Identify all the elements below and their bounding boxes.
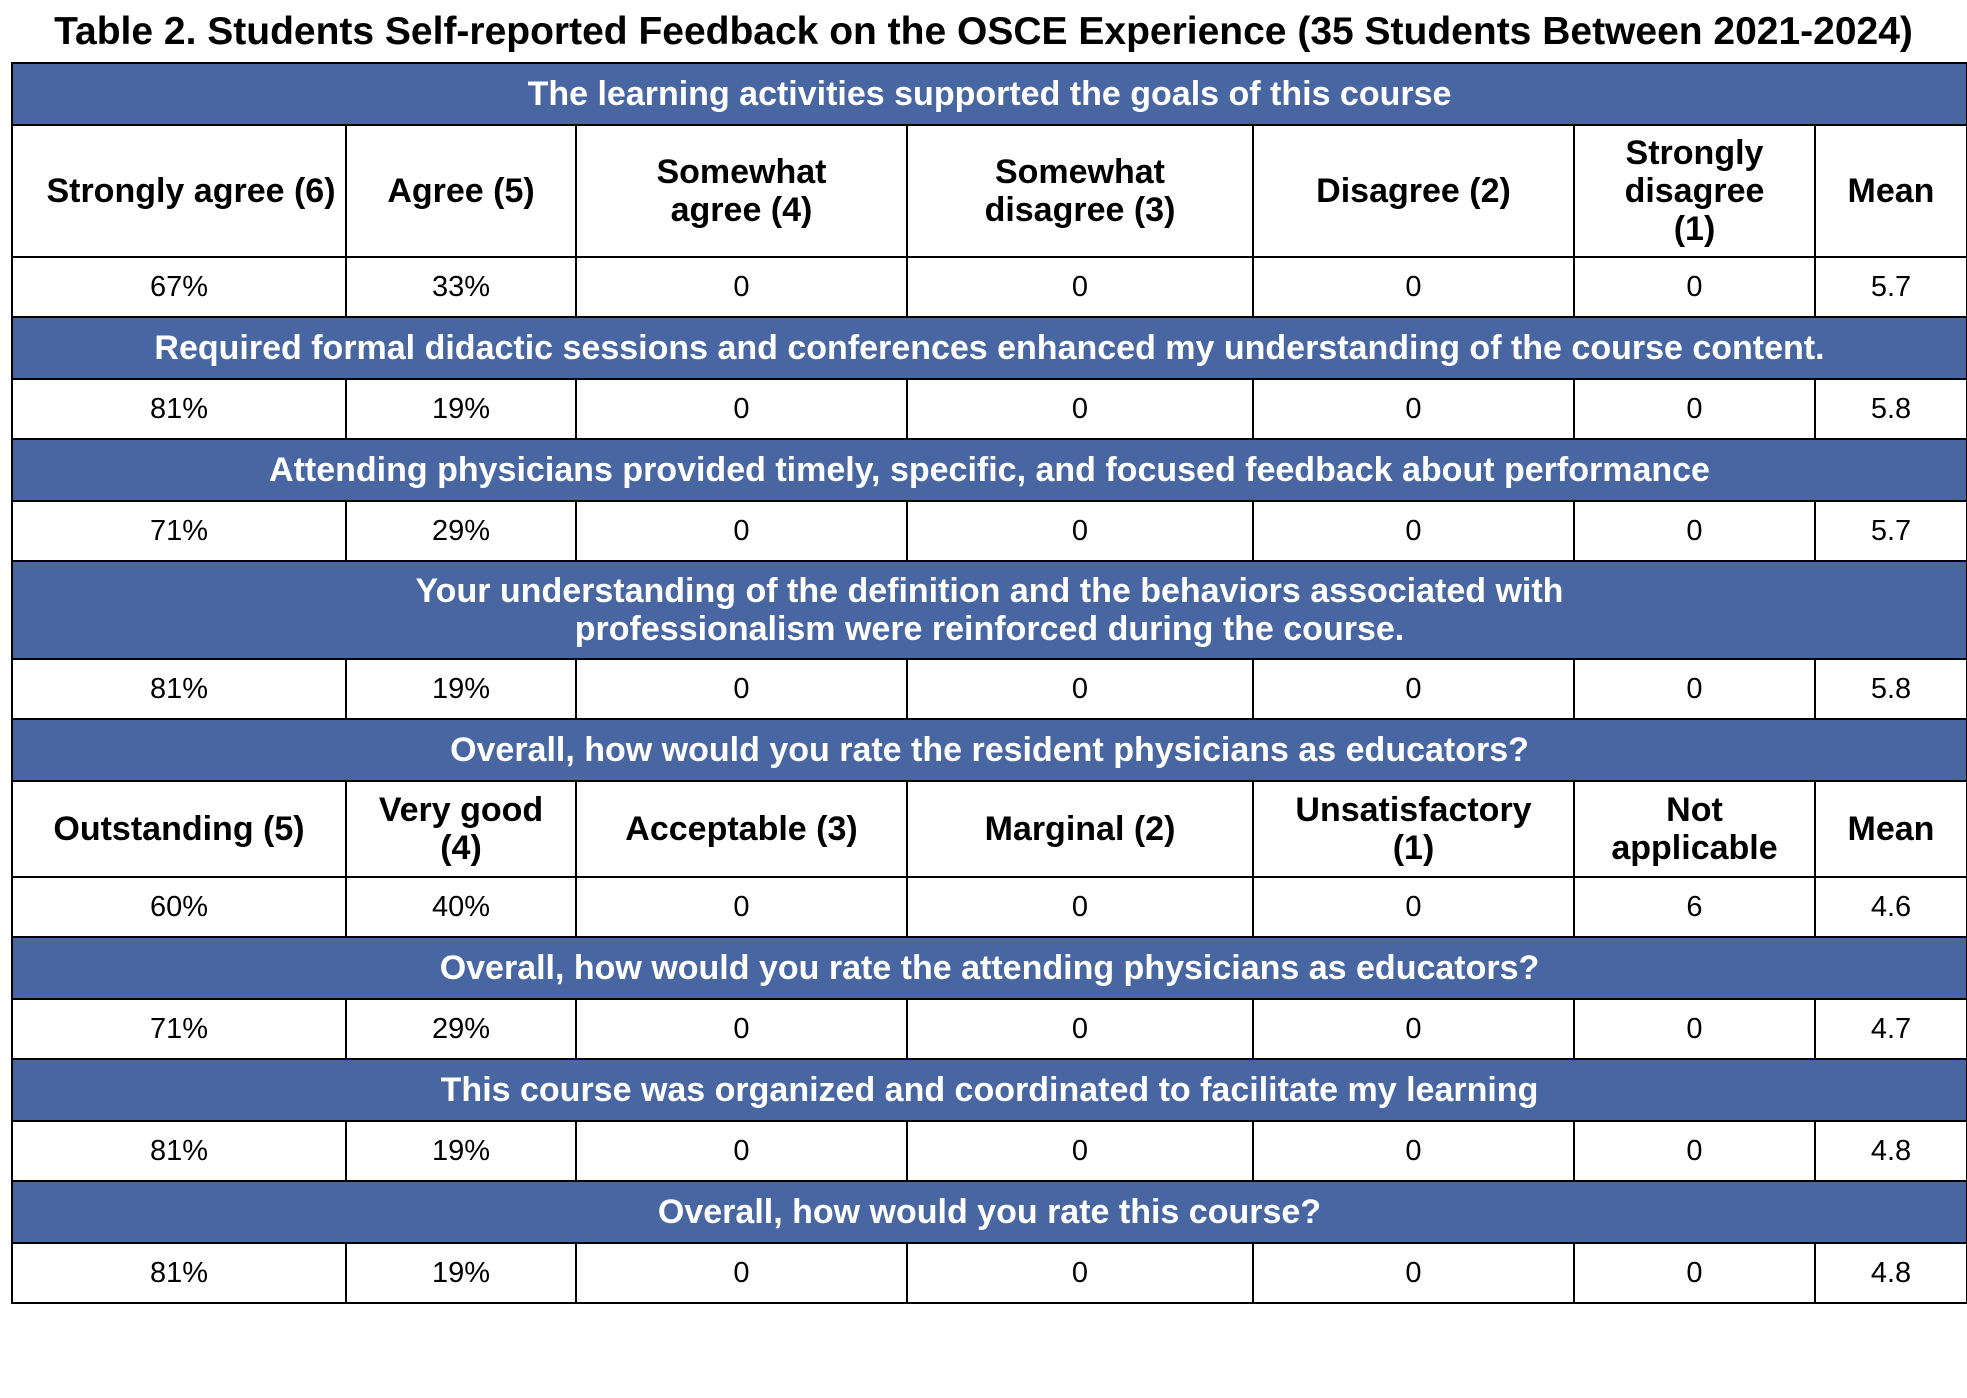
question-row (12, 1181, 1967, 1243)
value-cell: 0 (1253, 999, 1574, 1059)
question-text: This course was organized and coordinated to facilitate my learning (12, 1059, 1967, 1121)
value-cell: 19% (346, 379, 576, 439)
column-header: Strongly agree (6) (12, 125, 346, 257)
value-row (12, 257, 1967, 317)
column-header: Not applicable (1574, 781, 1815, 877)
column-header: Somewhat disagree (3) (907, 125, 1253, 257)
value-cell: 81% (12, 379, 346, 439)
value-cell: 19% (346, 1243, 576, 1303)
value-cell: 0 (576, 1243, 907, 1303)
column-header: Mean (1815, 125, 1967, 257)
value-cell: 0 (1253, 379, 1574, 439)
value-cell: 0 (907, 1121, 1253, 1181)
value-cell: 0 (1253, 877, 1574, 937)
scale-header-row (12, 781, 1967, 877)
value-cell: 5.7 (1815, 257, 1967, 317)
value-cell: 29% (346, 999, 576, 1059)
value-cell: 5.8 (1815, 659, 1967, 719)
feedback-table (11, 62, 1967, 1304)
column-header: Marginal (2) (907, 781, 1253, 877)
value-row (12, 999, 1967, 1059)
value-cell: 0 (1574, 501, 1815, 561)
value-cell: 40% (346, 877, 576, 937)
value-cell: 0 (1253, 501, 1574, 561)
value-cell: 0 (576, 1121, 907, 1181)
question-row (12, 317, 1967, 379)
column-header: Disagree (2) (1253, 125, 1574, 257)
value-cell: 0 (1574, 257, 1815, 317)
question-text: Your understanding of the definition and the behaviors associated with professionalism were reinforced during the course. (12, 561, 1967, 659)
value-cell: 0 (1574, 659, 1815, 719)
value-cell: 0 (1253, 659, 1574, 719)
question-row (12, 937, 1967, 999)
column-header: Acceptable (3) (576, 781, 907, 877)
value-row (12, 379, 1967, 439)
value-cell: 81% (12, 659, 346, 719)
value-cell: 0 (1574, 1243, 1815, 1303)
question-row (12, 63, 1967, 125)
table-title: Table 2. Students Self-reported Feedback on the OSCE Experience (35 Students Between 2021-2024) (54, 10, 1913, 53)
value-row (12, 501, 1967, 561)
value-cell: 0 (907, 659, 1253, 719)
question-row (12, 439, 1967, 501)
question-row (12, 719, 1967, 781)
value-cell: 0 (1253, 257, 1574, 317)
value-cell: 71% (12, 501, 346, 561)
column-header: Unsatisfactory (1) (1253, 781, 1574, 877)
value-cell: 0 (576, 999, 907, 1059)
question-text: Attending physicians provided timely, specific, and focused feedback about performance (12, 439, 1967, 501)
column-header: Outstanding (5) (12, 781, 346, 877)
value-cell: 0 (1574, 999, 1815, 1059)
column-header: Strongly disagree (1) (1574, 125, 1815, 257)
question-row (12, 1059, 1967, 1121)
value-cell: 0 (576, 379, 907, 439)
column-header: Somewhat agree (4) (576, 125, 907, 257)
value-cell: 60% (12, 877, 346, 937)
value-cell: 81% (12, 1243, 346, 1303)
value-cell: 33% (346, 257, 576, 317)
value-cell: 0 (907, 877, 1253, 937)
value-cell: 19% (346, 659, 576, 719)
column-header: Agree (5) (346, 125, 576, 257)
value-cell: 19% (346, 1121, 576, 1181)
value-cell: 4.6 (1815, 877, 1967, 937)
question-text: Required formal didactic sessions and conferences enhanced my understanding of the course content. (12, 317, 1967, 379)
question-text: Overall, how would you rate the attending physicians as educators? (12, 937, 1967, 999)
value-cell: 0 (576, 257, 907, 317)
value-cell: 0 (907, 501, 1253, 561)
value-cell: 0 (907, 379, 1253, 439)
question-text: Overall, how would you rate the resident physicians as educators? (12, 719, 1967, 781)
value-cell: 0 (907, 257, 1253, 317)
question-text: Overall, how would you rate this course? (12, 1181, 1967, 1243)
value-cell: 71% (12, 999, 346, 1059)
value-cell: 0 (907, 1243, 1253, 1303)
value-cell: 4.8 (1815, 1121, 1967, 1181)
value-cell: 4.8 (1815, 1243, 1967, 1303)
value-cell: 0 (1253, 1243, 1574, 1303)
value-cell: 0 (1253, 1121, 1574, 1181)
value-cell: 0 (1574, 379, 1815, 439)
column-header: Mean (1815, 781, 1967, 877)
value-row (12, 1243, 1967, 1303)
value-cell: 0 (1574, 1121, 1815, 1181)
value-cell: 0 (576, 877, 907, 937)
value-cell: 0 (576, 501, 907, 561)
question-text: The learning activities supported the goals of this course (12, 63, 1967, 125)
value-cell: 5.7 (1815, 501, 1967, 561)
value-cell: 5.8 (1815, 379, 1967, 439)
value-row (12, 659, 1967, 719)
value-cell: 4.7 (1815, 999, 1967, 1059)
value-cell: 29% (346, 501, 576, 561)
value-cell: 6 (1574, 877, 1815, 937)
value-cell: 0 (907, 999, 1253, 1059)
value-cell: 0 (576, 659, 907, 719)
scale-header-row (12, 125, 1967, 257)
question-row (12, 561, 1967, 659)
value-row (12, 1121, 1967, 1181)
value-row (12, 877, 1967, 937)
value-cell: 67% (12, 257, 346, 317)
value-cell: 81% (12, 1121, 346, 1181)
column-header: Very good (4) (346, 781, 576, 877)
